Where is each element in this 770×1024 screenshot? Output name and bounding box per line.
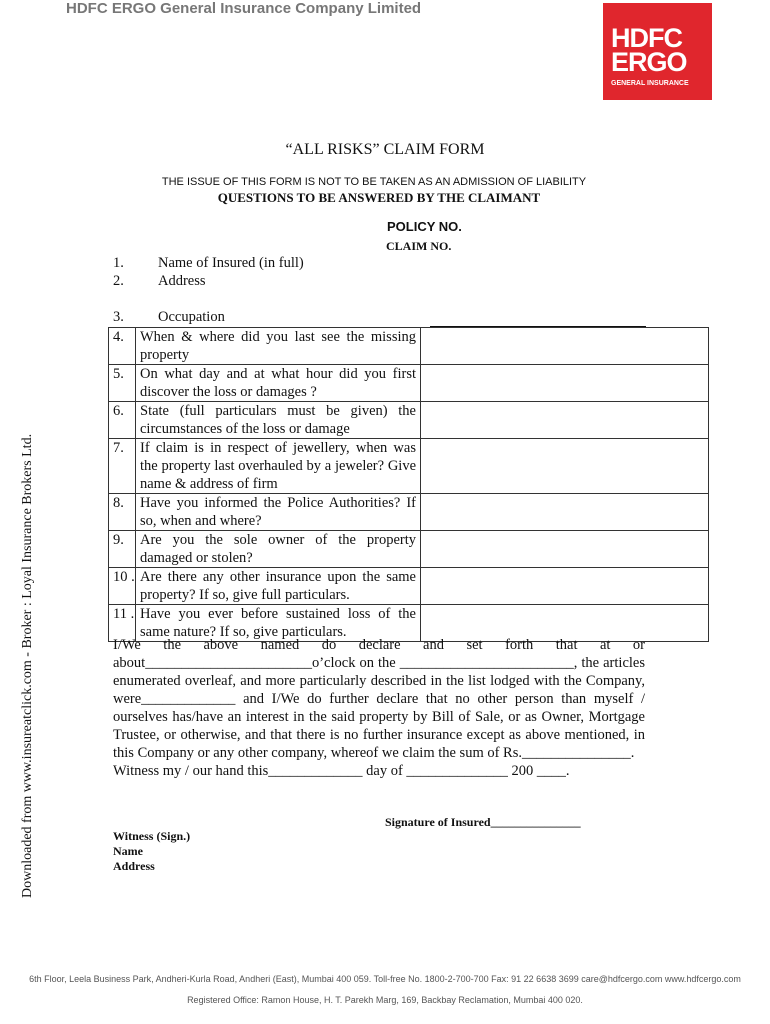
- table-row: [109, 439, 709, 494]
- hdfc-ergo-logo: [603, 3, 712, 100]
- logo-line1: HDFC: [611, 23, 682, 53]
- claim-number-label: CLAIM NO.: [386, 239, 452, 253]
- item-label: Address: [158, 273, 206, 289]
- answer-cell[interactable]: [421, 402, 709, 439]
- question-number: 4.: [109, 328, 136, 365]
- witness-hand-line: Witness my / our hand this_____________ day of ______________ 200 ____.: [113, 763, 570, 779]
- question-number: 10 .: [109, 568, 136, 605]
- answer-cell[interactable]: [421, 568, 709, 605]
- question-text: Have you informed the Police Authorities? If so, when and where?: [136, 494, 421, 531]
- witness-address-label: Address: [113, 859, 155, 873]
- item-label: Name of Insured (in full): [158, 255, 304, 271]
- declaration-text: I/We the above named do declare and set forth that at or about_______________________o’clock on the ________________________, the articles enumerated overleaf, and more particularly described in the list lodged with the Company, were_____________ and I/We do further declare that no other person than myself / ourselves has/have an interest in the said property by Bill of Sale, or as Owner, Mortgage Trustee, or otherwise, and that there is no further insurance except as above mentioned, in this Company or any other company, whereof we claim the sum of Rs._______________.: [113, 637, 645, 761]
- table-row: [109, 568, 709, 605]
- answer-cell[interactable]: [421, 494, 709, 531]
- answer-cell[interactable]: [421, 328, 709, 365]
- liability-note: THE ISSUE OF THIS FORM IS NOT TO BE TAKEN AS AN ADMISSION OF LIABILITY: [161, 176, 587, 188]
- table-row: [109, 531, 709, 568]
- question-number: 6.: [109, 402, 136, 439]
- question-text: Are there any other insurance upon the same property? If so, give full particulars.: [136, 568, 421, 605]
- witness-sign-label: Witness (Sign.): [113, 829, 191, 843]
- questions-heading: QUESTIONS TO BE ANSWERED BY THE CLAIMANT: [217, 190, 541, 205]
- form-title: “ALL RISKS” CLAIM FORM: [285, 141, 485, 158]
- company-name: HDFC ERGO General Insurance Company Limited: [66, 0, 422, 17]
- declaration-paragraph: [113, 636, 645, 780]
- table-row: [109, 328, 709, 365]
- logo-line2: ERGO: [611, 47, 687, 77]
- answer-cell[interactable]: [421, 439, 709, 494]
- question-number: 9.: [109, 531, 136, 568]
- footer-contact-address: 6th Floor, Leela Business Park, Andheri-Kurla Road, Andheri (East), Mumbai 400 059. Toll-free No. 1800-2-700-700 Fax: 91 22 6638 3699 care@hdfcergo.com www.hdfcergo.com: [29, 974, 741, 984]
- logo-subtitle: GENERAL INSURANCE: [611, 80, 689, 87]
- witness-name-label: Name: [113, 844, 143, 858]
- item-number: 1.: [113, 255, 124, 271]
- answer-cell[interactable]: [421, 365, 709, 402]
- answer-cell[interactable]: [421, 531, 709, 568]
- policy-number-label: POLICY NO.: [387, 219, 462, 234]
- table-row: [109, 365, 709, 402]
- question-number: 11 .: [109, 605, 136, 642]
- table-row: [109, 494, 709, 531]
- claim-questions-table: [108, 327, 709, 642]
- question-text: Are you the sole owner of the property damaged or stolen?: [136, 531, 421, 568]
- witness-block: [113, 829, 190, 874]
- question-text: Have you ever before sustained loss of the same nature? If so, give particulars.: [136, 605, 421, 642]
- question-text: If claim is in respect of jewellery, when was the property last overhauled by a jeweler? Give name & address of firm: [136, 439, 421, 494]
- table-row: [109, 402, 709, 439]
- footer-registered-office: Registered Office: Ramon House, H. T. Parekh Marg, 169, Backbay Reclamation, Mumbai 400 020.: [187, 995, 583, 1005]
- item-label: Occupation: [158, 309, 225, 325]
- question-text: When & where did you last see the missing property: [136, 328, 421, 365]
- question-text: On what day and at what hour did you first discover the loss or damages ?: [136, 365, 421, 402]
- question-text: State (full particulars must be given) the circumstances of the loss or damage: [136, 402, 421, 439]
- item-number: 2.: [113, 273, 124, 289]
- question-number: 7.: [109, 439, 136, 494]
- item-number: 3.: [113, 309, 124, 325]
- question-number: 5.: [109, 365, 136, 402]
- signature-of-insured[interactable]: Signature of Insured_______________: [385, 815, 581, 829]
- download-source-note: Downloaded from www.insureatclick.com - Broker : Loyal Insurance Brokers Ltd.: [20, 433, 35, 898]
- question-number: 8.: [109, 494, 136, 531]
